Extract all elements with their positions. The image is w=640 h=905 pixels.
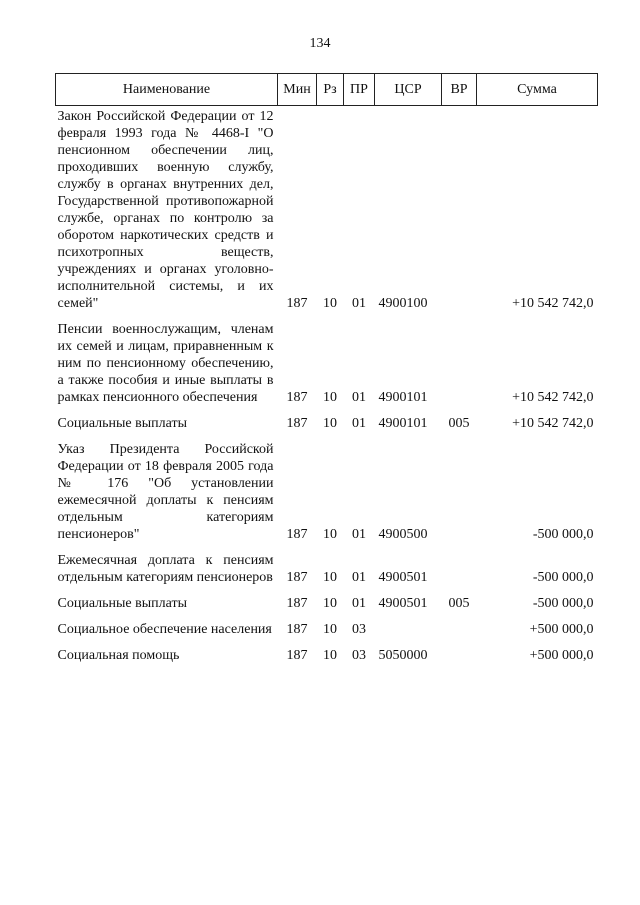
row-vr: 005	[448, 596, 470, 611]
row-rz: 10	[323, 596, 337, 611]
row-rz: 10	[323, 296, 337, 311]
table-row	[56, 415, 598, 441]
row-csr: 4900501	[378, 570, 428, 585]
header-sum: Сумма	[477, 74, 598, 106]
row-pr: 01	[352, 390, 366, 405]
row-pr: 01	[352, 570, 366, 585]
row-name: Социальные выплаты	[57, 596, 188, 611]
row-name: Ежемесячная доплата к пенсиям отдельным категориям пенсионеров	[57, 553, 274, 585]
row-pr: 01	[352, 416, 366, 431]
table-row	[56, 441, 598, 552]
table-row	[56, 106, 598, 322]
row-sum: +10 542 742,0	[512, 390, 594, 405]
row-name: Социальные выплаты	[57, 416, 188, 431]
header-vr: ВР	[442, 74, 477, 106]
row-name: Закон Российской Федерации от 12 февраля 1993 года № 4468-I "О пенсионном обеспечении лиц, проходивших военную службу, службу в органах внутренних дел, Государственной противопожарной службе, органах по контролю за оборотом наркотических средств и психотропных веществ, учреждениях и органах уголовно-исполнительной системы, и их семей"	[57, 109, 274, 311]
row-min: 187	[286, 596, 308, 611]
row-min: 187	[286, 622, 308, 637]
row-name: Социальное обеспечение населения	[57, 622, 272, 637]
row-vr	[442, 552, 477, 595]
header-pr: ПР	[344, 74, 375, 106]
row-rz: 10	[323, 390, 337, 405]
row-sum: +500 000,0	[529, 648, 594, 663]
row-vr	[442, 321, 477, 415]
row-min: 187	[286, 570, 308, 585]
row-csr	[375, 621, 442, 647]
table-row	[56, 595, 598, 621]
row-sum: +10 542 742,0	[512, 416, 594, 431]
row-name: Социальная помощь	[57, 648, 180, 663]
header-rz: Рз	[317, 74, 344, 106]
row-min: 187	[286, 416, 308, 431]
row-min: 187	[286, 527, 308, 542]
row-csr: 4900101	[378, 390, 428, 405]
row-csr: 5050000	[378, 648, 428, 663]
table-row	[56, 552, 598, 595]
row-name: Указ Президента Российской Федерации от 18 февраля 2005 года № 176 "Об установлении ежемесячной доплаты к пенсиям отдельным категориям пенсионеров"	[57, 442, 274, 542]
row-pr: 03	[352, 622, 366, 637]
row-vr	[442, 106, 477, 322]
table-row	[56, 647, 598, 664]
row-vr	[442, 621, 477, 647]
header-min: Мин	[278, 74, 317, 106]
row-rz: 10	[323, 570, 337, 585]
table-row	[56, 321, 598, 415]
header-csr: ЦСР	[375, 74, 442, 106]
page-number: 134	[309, 36, 331, 51]
row-pr: 01	[352, 296, 366, 311]
row-csr: 4900500	[378, 527, 428, 542]
row-rz: 10	[323, 622, 337, 637]
row-name: Пенсии военнослужащим, членам их семей и лицам, приравненным к ним по пенсионному обеспечению, а также пособия и иные выплаты в рамках пенсионного обеспечения	[57, 322, 274, 405]
header-name: Наименование	[56, 74, 278, 106]
row-sum: +10 542 742,0	[512, 296, 594, 311]
row-rz: 10	[323, 527, 337, 542]
row-sum: -500 000,0	[532, 596, 594, 611]
budget-table	[55, 73, 598, 664]
row-vr	[442, 441, 477, 552]
table-row	[56, 621, 598, 647]
row-vr: 005	[448, 416, 470, 431]
row-csr: 4900501	[378, 596, 428, 611]
row-csr: 4900101	[378, 416, 428, 431]
row-min: 187	[286, 296, 308, 311]
row-min: 187	[286, 390, 308, 405]
row-pr: 01	[352, 527, 366, 542]
row-sum: -500 000,0	[532, 570, 594, 585]
row-pr: 03	[352, 648, 366, 663]
row-csr: 4900100	[378, 296, 428, 311]
row-vr	[442, 647, 477, 664]
row-pr: 01	[352, 596, 366, 611]
row-rz: 10	[323, 648, 337, 663]
row-min: 187	[286, 648, 308, 663]
row-sum: -500 000,0	[532, 527, 594, 542]
table-header	[56, 74, 598, 106]
row-rz: 10	[323, 416, 337, 431]
row-sum: +500 000,0	[529, 622, 594, 637]
